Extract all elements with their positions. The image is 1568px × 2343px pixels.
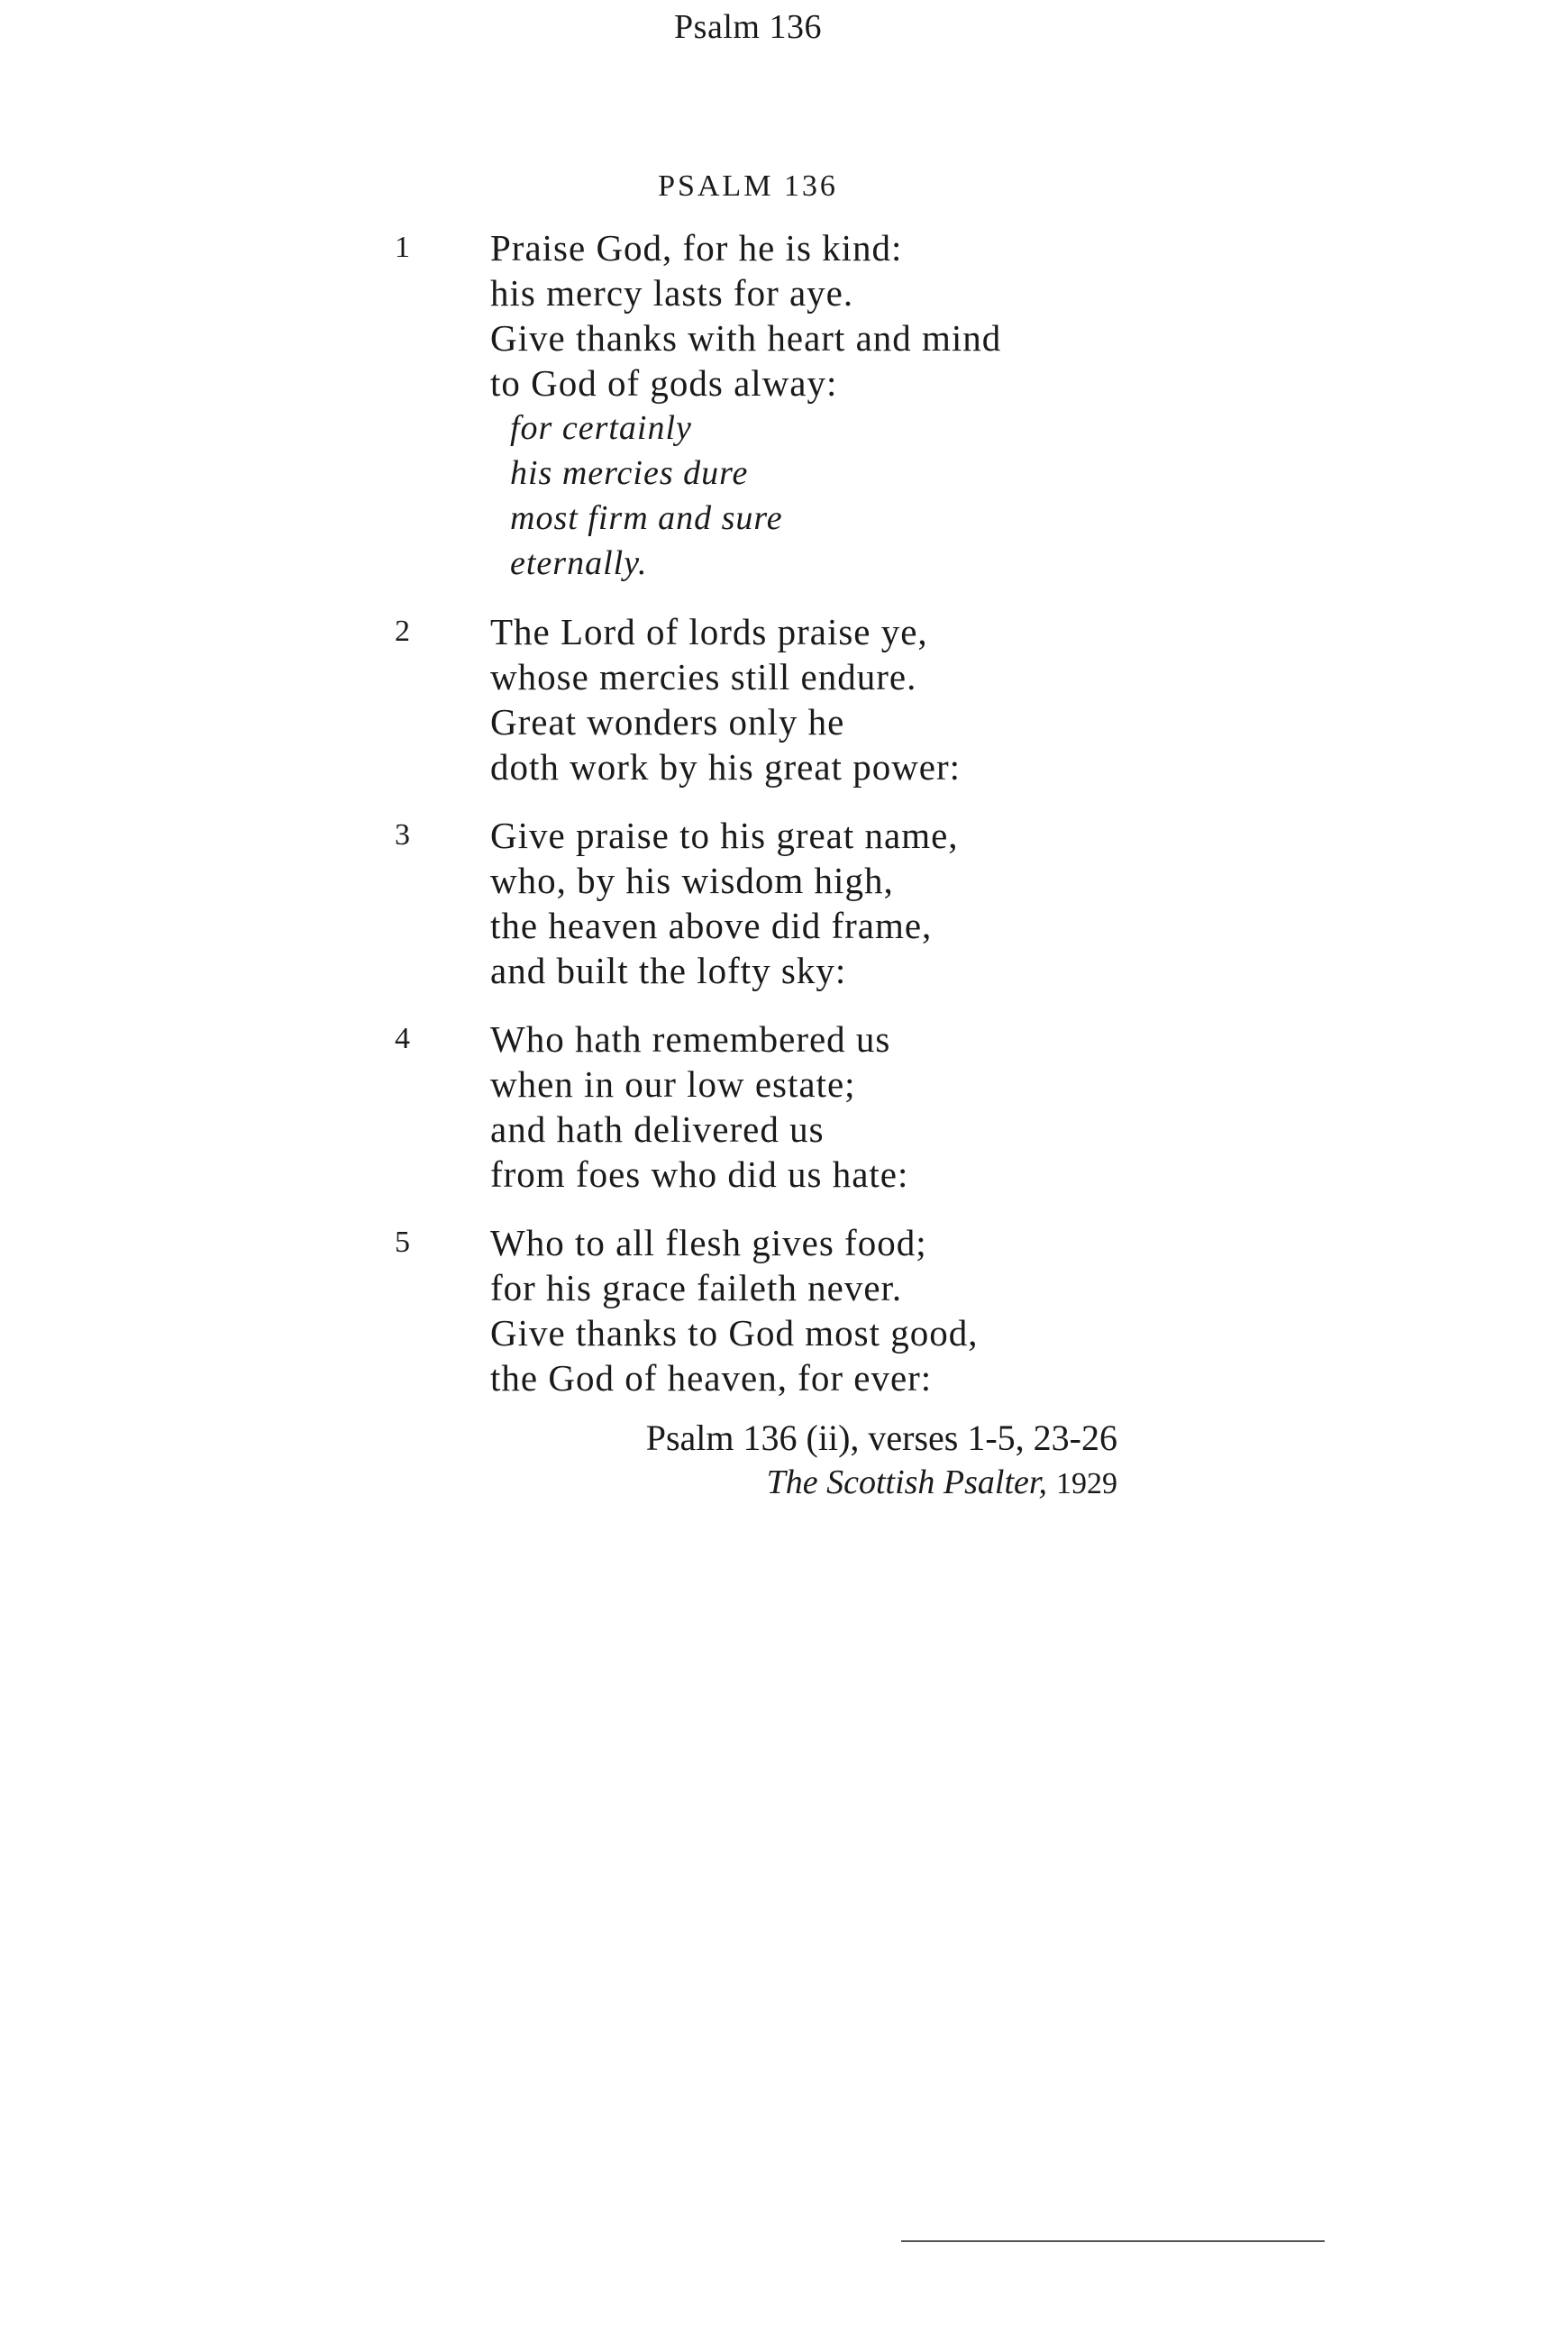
verse-line: the God of heaven, for ever: — [490, 1357, 933, 1399]
stanza-lines — [490, 813, 1190, 993]
stanza — [378, 225, 1190, 586]
verse-line: Give praise to his great name, — [490, 815, 959, 856]
attribution-source: The Scottish Psalter, — [766, 1463, 1047, 1501]
verse-line: doth work by his great power: — [490, 746, 962, 788]
verse-number: 1 — [395, 231, 410, 264]
verse-line: for his grace faileth never. — [490, 1267, 903, 1308]
verse-line: and hath delivered us — [490, 1108, 825, 1150]
stanza — [378, 1017, 1190, 1197]
refrain-line: eternally. — [510, 544, 648, 582]
verse-line: The Lord of lords praise ye, — [490, 611, 928, 652]
verse-number: 2 — [395, 615, 410, 648]
verse-line: Praise God, for he is kind: — [490, 227, 903, 269]
verse-line: the heaven above did frame, — [490, 905, 933, 946]
stanza-lines — [490, 1220, 1190, 1400]
verse-line: when in our low estate; — [490, 1063, 856, 1105]
attribution-year: 1929 — [1056, 1467, 1117, 1500]
verse-number: 3 — [395, 818, 410, 852]
verse-line: whose mercies still endure. — [490, 656, 917, 697]
verse-line: Great wonders only he — [490, 701, 845, 743]
refrain-line: most firm and sure — [510, 499, 783, 537]
verse-line: Give thanks with heart and mind — [490, 317, 1002, 359]
refrain-line: for certainly — [510, 409, 692, 447]
stanza — [378, 813, 1190, 993]
running-head: Psalm 136 — [674, 8, 822, 46]
psalm-title: PSALM 136 — [658, 169, 838, 203]
verse-line: from foes who did us hate: — [490, 1153, 909, 1195]
attribution — [451, 1417, 1117, 1506]
verse-line: to God of gods alway: — [490, 362, 838, 404]
footer-rule — [901, 2240, 1325, 2242]
verse-line: and built the lofty sky: — [490, 950, 847, 991]
attribution-reference: Psalm 136 (ii), verses 1-5, 23-26 — [645, 1418, 1117, 1458]
attribution-source-line — [451, 1460, 1117, 1506]
stanza — [378, 609, 1190, 789]
stanza — [378, 1220, 1190, 1400]
stanza-lines — [490, 609, 1190, 789]
verse-line: who, by his wisdom high, — [490, 860, 894, 901]
stanza-lines — [490, 1017, 1190, 1197]
verse-line: Who hath remembered us — [490, 1018, 891, 1060]
verse-line: Who to all flesh gives food; — [490, 1222, 927, 1263]
stanza-list — [378, 225, 1190, 1424]
verse-line: Give thanks to God most good, — [490, 1312, 979, 1354]
stanza-lines — [490, 225, 1190, 586]
verse-number: 5 — [395, 1226, 410, 1259]
verse-number: 4 — [395, 1022, 410, 1055]
verse-line: his mercy lasts for aye. — [490, 272, 854, 314]
refrain-line: his mercies dure — [510, 454, 749, 492]
